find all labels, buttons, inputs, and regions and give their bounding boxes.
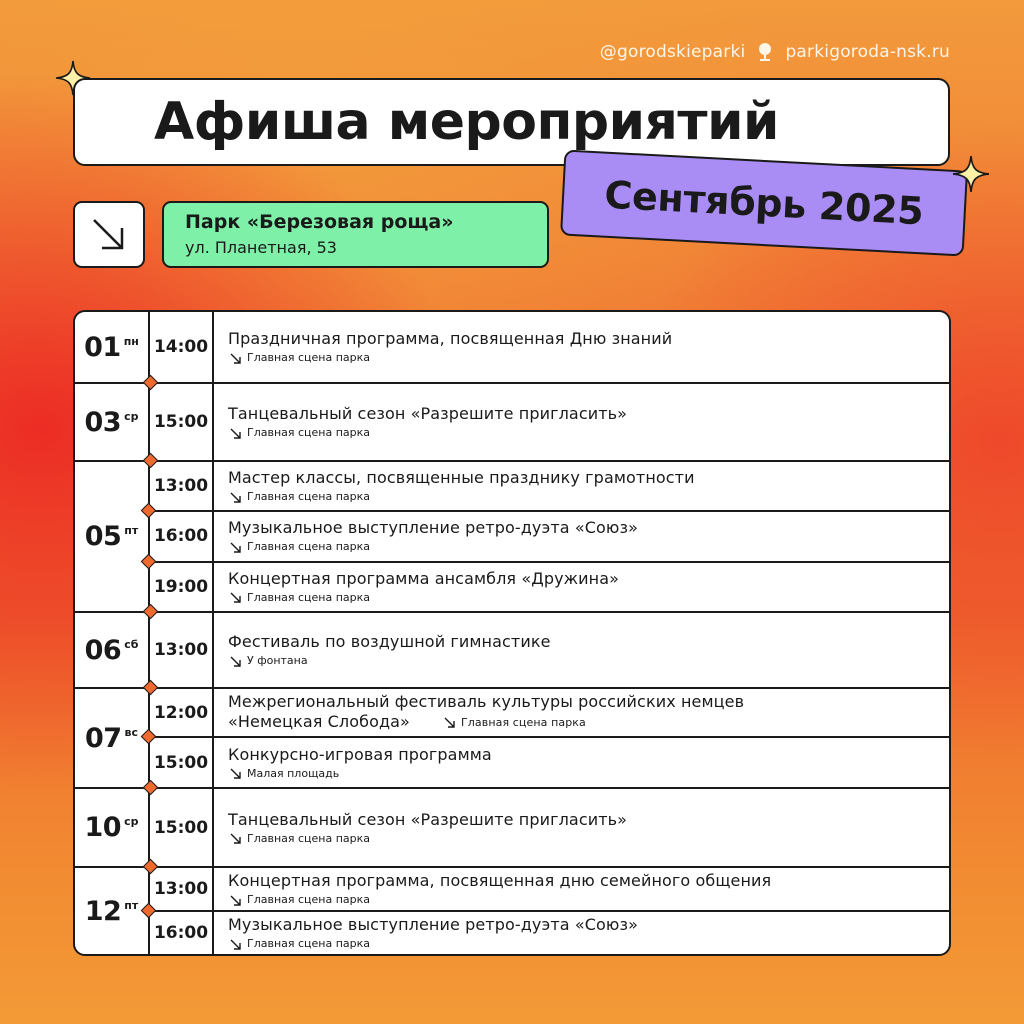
event-title: Межрегиональный фестиваль культуры российских немцев [228, 692, 745, 712]
event-place: Главная сцена парка [247, 893, 371, 906]
day-number: 06 [84, 634, 122, 666]
day-label [75, 462, 150, 611]
event-row [150, 561, 949, 611]
event-title: Фестиваль по воздушной гимнастике [228, 632, 551, 651]
schedule-table [73, 310, 951, 956]
arrow-down-right-icon [230, 939, 241, 950]
page-title: Афиша мероприятий [154, 92, 779, 152]
tree-icon [755, 42, 775, 62]
event-title: Музыкальное выступление ретро-дуэта «Союз» [228, 518, 638, 538]
event-place: Главная сцена парка [247, 590, 371, 604]
event-title: Танцевальный сезон «Разрешите пригласить» [228, 809, 628, 829]
event-place: Малая площадь [247, 766, 340, 780]
schedule-day [75, 687, 949, 787]
event-title: Праздничная программа, посвященная Дню знаний [228, 329, 673, 348]
event-row [150, 868, 949, 910]
weekday: ср [124, 815, 139, 828]
event-time: 13:00 [150, 462, 214, 510]
event-row [150, 689, 949, 736]
event-row [150, 613, 949, 687]
event-time: 13:00 [150, 868, 214, 910]
event-title: Концертная программа ансамбля «Дружина» [228, 568, 620, 588]
arrow-down-right-icon [230, 592, 241, 603]
weekday: пт [124, 524, 139, 537]
event-row [150, 384, 949, 460]
event-time: 15:00 [150, 384, 214, 460]
event-title-line2: «Немецкая Слобода» [228, 712, 410, 732]
event-title: Музыкальное выступление ретро-дуэта «Союз» [228, 915, 638, 934]
weekday: пн [123, 334, 139, 348]
event-title: Танцевальный сезон «Разрешите пригласить» [228, 404, 628, 423]
event-place: Главная сцена парка [247, 426, 371, 439]
day-number: 07 [84, 722, 122, 754]
event-row [150, 736, 949, 787]
event-place: Главная сцена парка [247, 937, 371, 950]
event-time: 14:00 [150, 312, 214, 382]
event-row [150, 462, 949, 510]
schedule-day [75, 787, 949, 866]
arrow-down-right-icon [230, 833, 241, 844]
arrow-down-right-icon [230, 492, 241, 503]
day-label [75, 613, 150, 687]
event-time: 13:00 [150, 613, 214, 687]
event-row [150, 789, 949, 866]
event-title: Концертная программа, посвященная дню семейного общения [228, 871, 772, 890]
weekday: сб [124, 637, 139, 651]
event-place: Главная сцена парка [247, 540, 371, 554]
sparkle-icon [952, 155, 990, 193]
event-place: Главная сцена парка [247, 831, 371, 845]
website-link[interactable]: parkigoroda-nsk.ru [785, 42, 950, 62]
schedule-day [75, 460, 949, 611]
arrow-down-right-icon [444, 717, 455, 728]
social-links [600, 40, 950, 64]
schedule-day [75, 866, 949, 954]
title-banner [73, 78, 950, 166]
event-time: 15:00 [150, 789, 214, 866]
arrow-down-right-icon [90, 216, 128, 254]
event-title: Мастер классы, посвященные празднику грамотности [228, 468, 695, 488]
arrow-down-right-icon [230, 656, 241, 667]
day-label [75, 789, 150, 866]
event-place: Главная сцена парка [460, 715, 586, 729]
schedule-day [75, 382, 949, 460]
day-number: 03 [84, 406, 122, 438]
event-place: У фонтана [247, 654, 308, 667]
arrow-down-right-icon [230, 542, 241, 553]
day-number: 05 [84, 521, 122, 552]
day-label [75, 689, 150, 787]
day-label [75, 868, 150, 954]
arrow-down-right-icon [230, 768, 241, 779]
event-time: 19:00 [150, 563, 214, 611]
event-place: Главная сцена парка [247, 490, 371, 504]
arrow-down-right-icon [230, 895, 241, 906]
schedule-day [75, 611, 949, 687]
weekday: пт [124, 898, 139, 912]
event-row [150, 910, 949, 954]
instagram-handle[interactable]: @gorodskieparki [599, 42, 746, 62]
event-place: Главная сцена парка [247, 351, 371, 364]
day-label [75, 312, 150, 382]
day-number: 01 [84, 331, 121, 363]
arrow-down-right-icon [230, 353, 241, 364]
event-time: 16:00 [150, 512, 214, 560]
event-time: 15:00 [150, 738, 214, 787]
weekday: вс [124, 725, 139, 739]
arrow-badge [73, 201, 145, 268]
park-info [162, 201, 549, 268]
event-row [150, 510, 949, 560]
park-address: ул. Планетная, 53 [185, 238, 337, 257]
day-number: 10 [84, 812, 122, 843]
event-time: 16:00 [150, 912, 214, 954]
event-time: 12:00 [150, 689, 214, 736]
event-row [150, 312, 949, 382]
event-title: Конкурсно-игровая программа [228, 744, 492, 764]
park-name: Парк «Березовая роща» [185, 211, 454, 233]
day-number: 12 [84, 895, 122, 927]
day-label [75, 384, 150, 460]
schedule-day [75, 312, 949, 382]
month-label: Сентябрь 2025 [603, 172, 925, 234]
weekday: ср [124, 409, 139, 423]
arrow-down-right-icon [230, 428, 241, 439]
